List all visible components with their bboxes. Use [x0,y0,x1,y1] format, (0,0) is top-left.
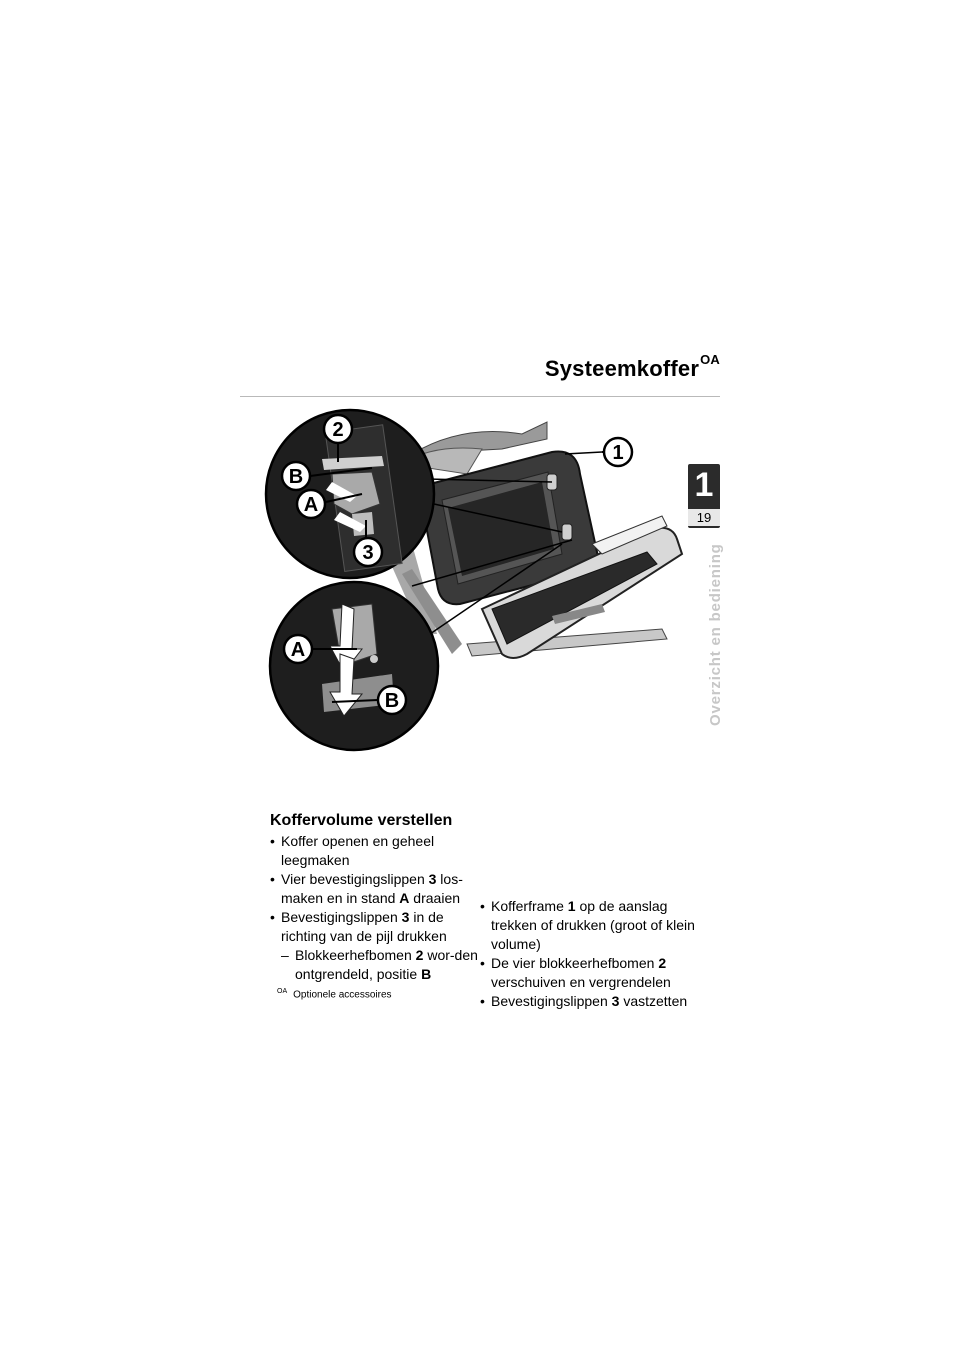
chapter-side-label: Overzicht en bediening [707,543,724,726]
callout-1 [604,438,632,466]
title-superscript: OA [700,352,720,367]
title-divider [240,396,720,397]
instructions-left [270,832,480,984]
item-text: Bevestigingslippen 3 vastzetten [491,993,688,1009]
dash: – [281,947,289,963]
case-illustration [262,404,692,756]
callout-bottom-b [378,686,406,714]
callout-bottom-a [284,635,312,663]
svg-text:1: 1 [612,442,624,464]
bullet: • [270,909,275,925]
item-text: Bevestigingslippen 3 in de richting van de pijl drukken [281,909,447,944]
footnote [277,988,392,1000]
svg-text:2: 2 [332,419,344,441]
footnote-marker: OA [277,988,288,995]
callout-top-a [297,490,325,518]
item-text: Blokkeerhefbomen 2 wor-den ontgrendeld, positie B [295,947,478,982]
list-item [480,992,700,1011]
item-text: Koffer openen en geheel leegmaken [281,833,435,868]
footnote-text: Optionele accessoires [293,989,392,1001]
bullet: • [480,955,485,971]
list-item [270,832,480,870]
svg-text:A: A [290,639,306,661]
callout-top-b [282,462,310,490]
item-text: Kofferframe 1 op de aanslag trekken of drukken (groot of klein volume) [491,898,695,952]
svg-text:A: A [303,494,319,516]
callout-2 [324,415,352,443]
list-item [270,870,480,908]
svg-text:B: B [384,690,400,712]
list-item [480,897,700,954]
list-item [480,954,700,992]
svg-text:B: B [288,466,304,488]
bullet: • [270,833,275,849]
sub-list-item [270,946,480,984]
item-text: Vier bevestigingslippen 3 los-maken en in stand A draaien [281,871,463,906]
title-text: Systeemkoffer [544,356,700,381]
bullet: • [480,993,485,1009]
page-number: 19 [688,509,720,526]
svg-text:3: 3 [362,542,374,564]
item-text: De vier blokkeerhefbomen 2 verschuiven en vergrendelen [491,955,671,990]
detail-circle-bottom [270,582,438,750]
chapter-number: 1 [694,466,714,504]
page-title [470,352,720,382]
section-heading: Koffervolume verstellen [270,812,453,829]
instructions-right [480,897,700,1011]
bullet: • [480,898,485,914]
list-item [270,908,480,946]
callout-3 [354,538,382,566]
bullet: • [270,871,275,887]
